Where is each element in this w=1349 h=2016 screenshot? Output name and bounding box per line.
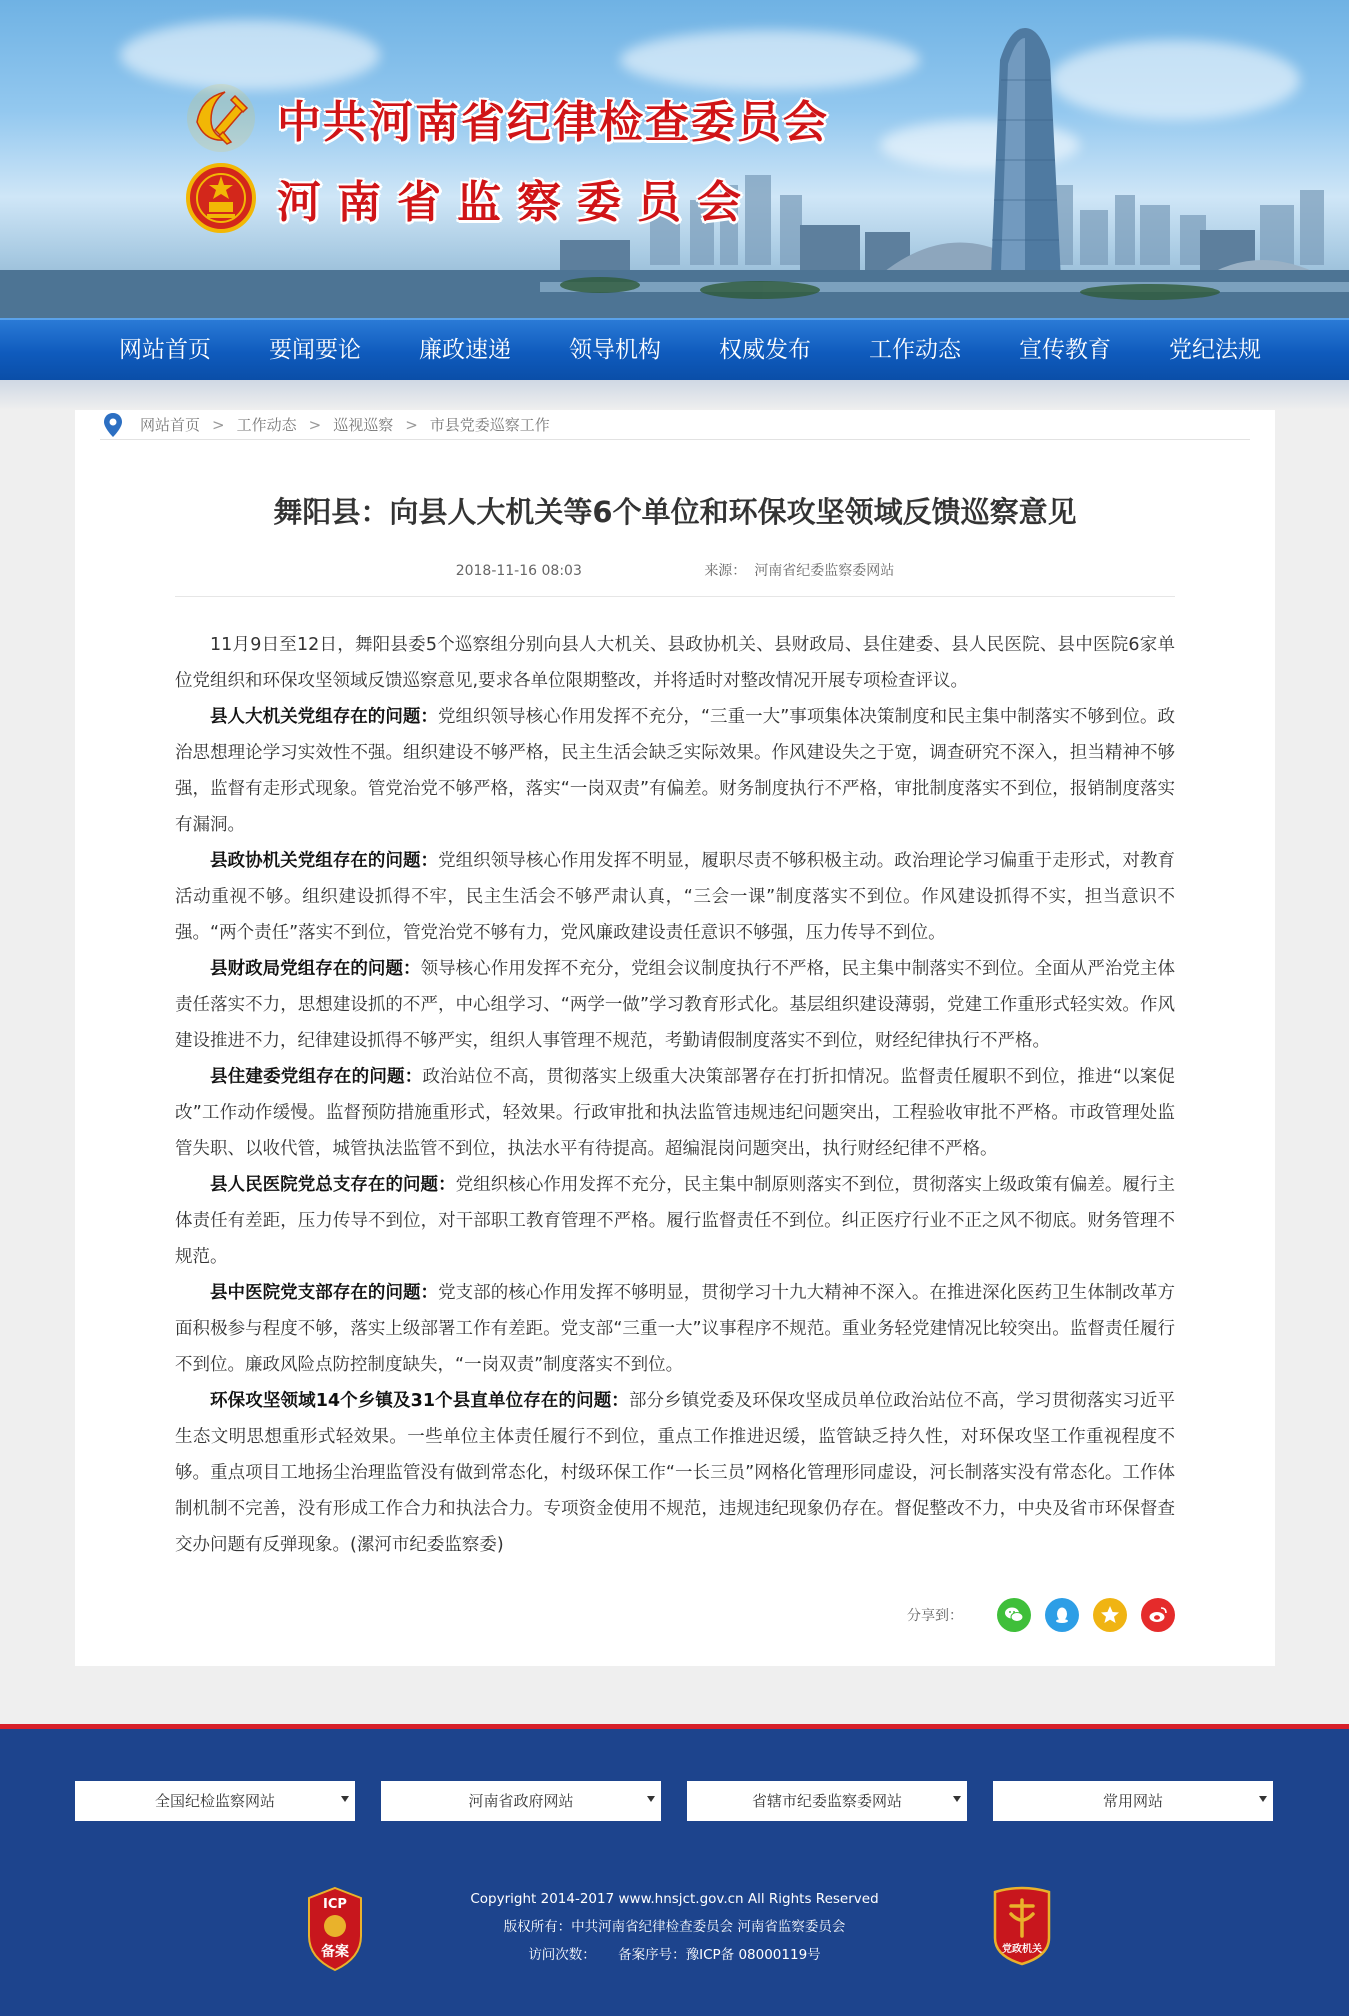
main-nav [0,318,1349,380]
article-title: 舞阳县：向县人大机关等6个单位和环保攻坚领域反馈巡察意见 [273,495,1077,529]
city-skyline-illustration [0,0,1349,318]
select-label: 河南省政府网站 [468,1792,574,1810]
share-qq-button[interactable] [1045,1598,1079,1632]
paragraph-heading: 县财政局党组存在的问题： [210,959,421,979]
article-paragraph [175,699,1175,843]
nav-education[interactable]: 宣传教育 [1019,337,1111,363]
nav-regulations[interactable]: 党纪法规 [1169,337,1261,363]
breadcrumb-county-inspection[interactable]: 市县党委巡察工作 [429,416,550,434]
star-icon [1099,1604,1121,1626]
nav-releases[interactable]: 权威发布 [719,337,811,363]
breadcrumb-work-updates[interactable]: 工作动态 [236,416,297,434]
paragraph-heading: 县住建委党组存在的问题： [210,1067,423,1087]
owner-text: 版权所有：中共河南省纪律检查委员会 河南省监察委员会 [503,1919,846,1935]
paragraph-heading: 县人大机关党组存在的问题： [210,707,438,727]
share-wechat-button[interactable] [997,1598,1031,1632]
footer-link-selects [75,1781,1273,1821]
footer [0,1729,1349,2016]
paragraph-heading: 县政协机关党组存在的问题： [210,851,439,871]
header-banner [0,0,1349,318]
title-divider [175,596,1175,597]
nav-news[interactable]: 要闻要论 [269,337,361,363]
select-common-sites[interactable] [993,1781,1273,1821]
select-national-sites[interactable] [75,1781,355,1821]
paragraph-text: 党组织领导核心作用发挥不明显，履职尽责不够积极主动。政治理论学习偏重于走形式，对教育活动重视不够。组织建设抓得不牢，民主生活会不够严肃认真，“三会一课”制度落实不到位。作风建设抓得不实，担当意识不强。“两个责任”落实不到位，管党治党不够有力，党风廉政建设责任意识不够强，压力传导不到位。 [175,851,1176,943]
breadcrumb-separator: > [405,415,418,434]
paragraph-text: 党组织领导核心作用发挥不充分，“三重一大”事项集体决策制度和民主集中制落实不够到位。政治思想理论学习实效性不强。组织建设不够严格，民主生活会缺乏实际效果。作风建设失之于宽，调查研究不深入，担当精神不够强，监督有走形式现象。管党治党不够严格，落实“一岗双责”有偏差。财务制度执行不严格，审批制度落实不到位，报销制度落实有漏洞。 [175,707,1176,835]
share-label: 分享到： [907,1608,963,1624]
select-label: 省辖市纪委监察委网站 [751,1792,902,1810]
article-card [75,410,1275,1666]
nav-leadership[interactable]: 领导机构 [569,337,661,363]
breadcrumb-separator: > [308,415,322,434]
paragraph-text: 党支部的核心作用发挥不够明显，贯彻学习十九大精神不深入。在推进深化医药卫生体制改革方面积极参与程度不够，落实上级部署工作有差距。党支部“三重一大”议事程序不规范。重业务轻党建情况比较突出。监督责任履行不到位。廉政风险点防控制度缺失，“一岗双责”制度落实不到位。 [175,1283,1176,1375]
caret-down-icon [341,1796,349,1802]
caret-down-icon [647,1796,655,1802]
breadcrumb [100,410,1250,440]
wechat-icon [1003,1604,1025,1626]
caret-down-icon [953,1796,961,1802]
paragraph-text: 政治站位不高，贯彻落实上级重大决策部署存在打折扣情况。监督责任履职不到位，推进“以案促改”工作动作缓慢。监督预防措施重形式，轻效果。行政审批和执法监管违规违纪问题突出，工程验收审批不严格。市政管理处监管失职、以收代管，城管执法监管不到位，执法水平有待提高。超编混岗问题突出，执行财经纪律不严格。 [175,1067,1175,1159]
caret-down-icon [1259,1796,1267,1802]
article-source-name: 河南省纪委监察委网站 [754,563,895,579]
paragraph-heading: 县中医院党支部存在的问题： [210,1283,439,1303]
qq-icon [1051,1604,1073,1626]
share-qzone-button[interactable] [1093,1598,1127,1632]
paragraph-heading: 环保攻坚领域14个乡镇及31个县直单位存在的问题： [210,1391,629,1411]
article-body [175,627,1175,1563]
paragraph-text: 党组织核心作用发挥不充分，民主集中制原则落实不到位，贯彻落实上级政策有偏差。履行主体责任有差距，压力传导不到位，对干部职工教育管理不严格。履行监督责任不到位。纠正医疗行业不正之风不彻底。财务管理不规范。 [175,1175,1176,1267]
supervision-commission-title: 河南省监察委员会 [277,177,757,228]
share-weibo-button[interactable] [1141,1598,1175,1632]
select-label: 常用网站 [1102,1792,1163,1810]
share-bar [907,1598,1175,1632]
article-source-label: 来源： [704,563,747,579]
gov-agency-badge[interactable] [989,1886,1055,1966]
location-pin-icon [102,412,124,438]
badge-gov-text: 党政机关 [1002,1944,1042,1955]
cpc-title-row [185,82,829,154]
article-paragraph [175,1275,1175,1383]
icp-number[interactable]: 备案序号：豫ICP备 08000119号 [618,1947,821,1963]
breadcrumb-separator: > [212,415,225,434]
article-paragraph [175,951,1175,1059]
breadcrumb-inspection[interactable]: 巡视巡察 [333,416,394,434]
nav-items [90,320,1290,380]
nav-home[interactable]: 网站首页 [119,337,211,363]
article-meta [75,560,1275,580]
nav-work-updates[interactable]: 工作动态 [869,337,961,363]
select-city-sites[interactable] [687,1781,967,1821]
paragraph-text: 部分乡镇党委及环保攻坚成员单位政治站位不高，学习贯彻落实习近平生态文明思想重形式轻效果。一些单位主体责任履行不到位，重点工作推进迟缓，监管缺乏持久性，对环保攻坚工作重视程度不够。重点项目工地扬尘治理监管没有做到常态化，村级环保工作“一长三员”网格化管理形同虚设，河长制落实没有常态化。工作体制机制不完善，没有形成工作合力和执法合力。专项资金使用不规范，违规违纪现象仍存在。督促整改不力，中央及省市环保督查交办问题有反弹现象。(漯河市纪委监察委) [175,1391,1175,1555]
visit-icp-line [0,1941,1349,1969]
article-paragraph [175,843,1175,951]
supervision-title-row [185,162,757,234]
badge-record-text: 备案 [321,1944,349,1960]
paragraph-text: 领导核心作用发挥不充分，党组会议制度执行不严格，民主集中制落实不到位。全面从严治党主体责任落实不力，思想建设抓的不严，中心组学习、“两学一做”学习教育形式化。基层组织建设薄弱，党建工作重形式轻实效。作风建设推进不力，纪律建设抓得不够严实，组织人事管理不规范，考勤请假制度落实不到位，财经纪律执行不严格。 [175,959,1176,1051]
party-emblem-icon [185,82,257,154]
breadcrumb-home[interactable]: 网站首页 [140,416,201,434]
nav-integrity-express[interactable]: 廉政速递 [419,337,511,363]
select-label: 全国纪检监察网站 [154,1792,275,1810]
cpc-commission-title: 中共河南省纪律检查委员会 [277,97,829,148]
article-paragraph [175,1167,1175,1275]
visit-count-label: 访问次数： [528,1947,596,1963]
article-date: 2018-11-16 08:03 [455,563,582,579]
nav-shadow [0,380,1349,410]
national-emblem-icon [185,162,257,234]
copyright-text: Copyright 2014-2017 www.hnsjct.gov.cn All Rights Reserved [470,1891,879,1907]
footer-copyright-block [0,1885,1349,1969]
paragraph-heading: 县人民医院党总支存在的问题： [210,1175,456,1195]
article-paragraph [175,1059,1175,1167]
weibo-icon [1147,1604,1169,1626]
article-paragraph [175,1383,1175,1563]
article-source [704,563,894,579]
article-intro: 11月9日至12日，舞阳县委5个巡察组分别向县人大机关、县政协机关、县财政局、县住建委、县人民医院、县中医院6家单位党组织和环保攻坚领域反馈巡察意见,要求各单位限期整改，并将适时对整改情况开展专项检查评议。 [175,635,1175,691]
select-provincial-gov-sites[interactable] [381,1781,661,1821]
badge-icp-text: ICP [323,1897,347,1912]
